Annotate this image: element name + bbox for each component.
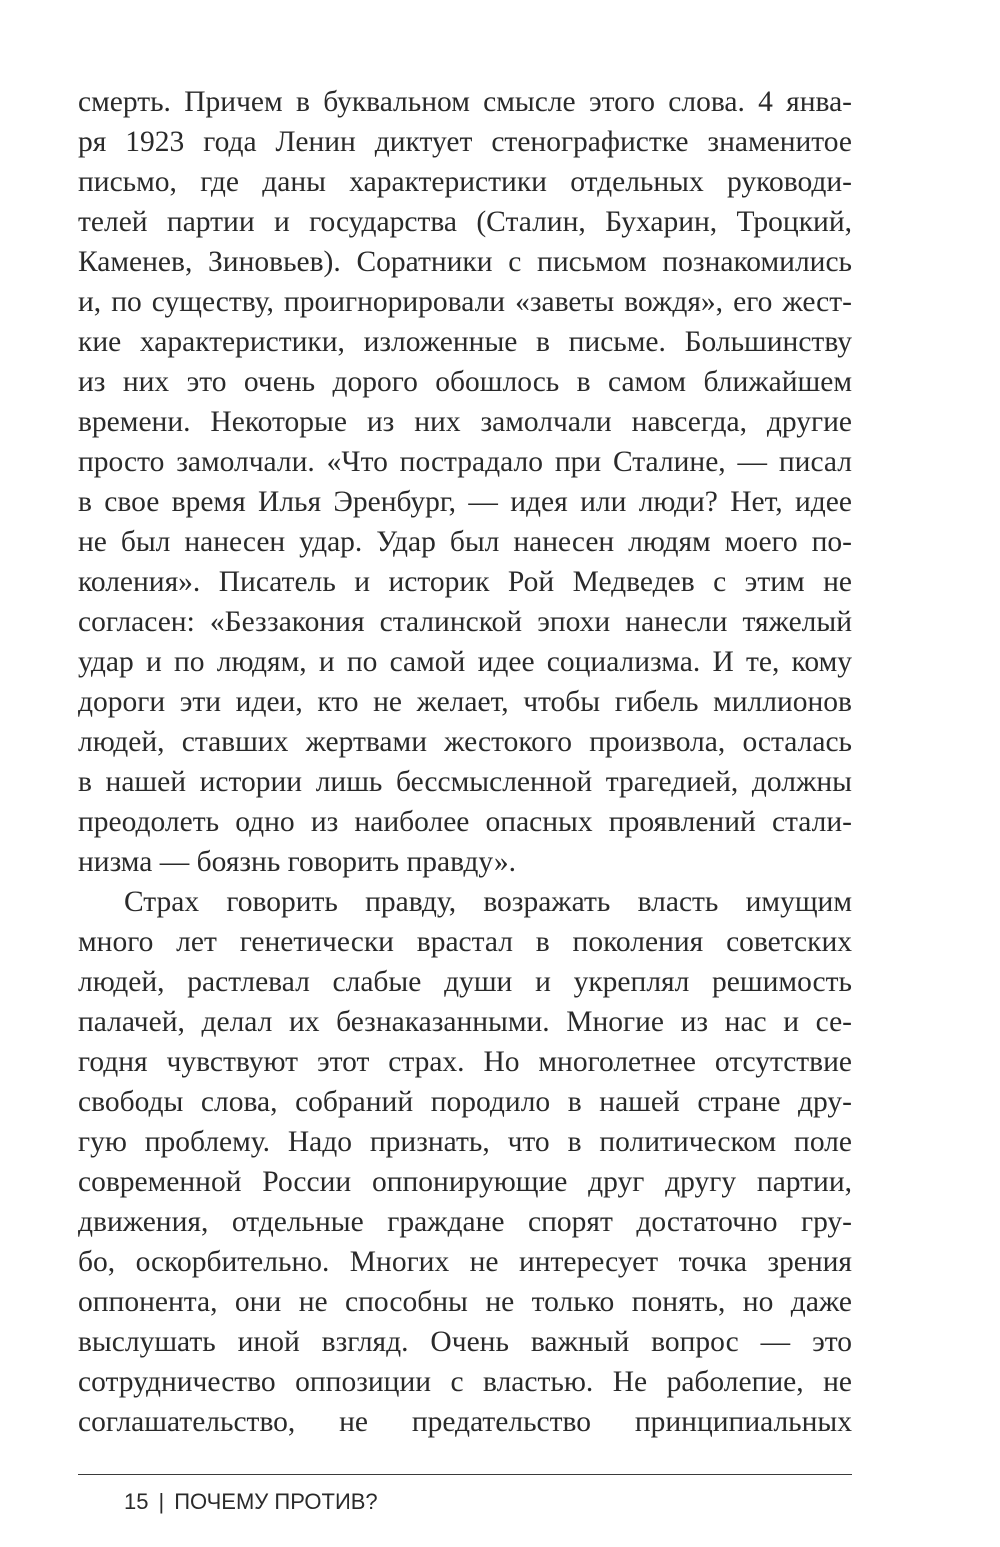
text-line: низма — боязнь говорить правду». [78, 846, 516, 878]
text-line: выслушать иной взгляд. Очень важный вопрос — это [78, 1326, 852, 1358]
text-line: телей партии и государства (Сталин, Бухарин, Троцкий, [78, 206, 852, 238]
text-line: дороги эти идеи, кто не желает, чтобы гибель миллионов [78, 686, 852, 718]
text-line: свободы слова, собраний породило в нашей стране дру- [78, 1086, 852, 1118]
footer-separator: | [158, 1489, 165, 1514]
text-line: в нашей истории лишь бессмысленной трагедией, должны [78, 766, 852, 798]
text-line: палачей, делал их безнаказанными. Многие из нас и се- [78, 1006, 852, 1038]
text-line: времени. Некоторые из них замолчали навсегда, другие [78, 406, 852, 438]
paragraph-2 [78, 882, 852, 1442]
text-line: ря 1923 года Ленин диктует стенографистке знаменитое [78, 126, 852, 158]
text-line: годня чувствуют этот страх. Но многолетнее отсутствие [78, 1046, 852, 1078]
text-line: людей, ставших жертвами жестокого произвола, осталась [78, 726, 852, 758]
text-line: гую проблему. Надо признать, что в политическом поле [78, 1126, 852, 1158]
footer-rule [78, 1474, 852, 1475]
text-line: современной России оппонирующие друг другу партии, [78, 1166, 852, 1198]
text-line: согласен: «Беззакония сталинской эпохи нанесли тяжелый [78, 606, 852, 638]
text-line: оппонента, они не способны не только понять, но даже [78, 1286, 852, 1318]
page-number: 15 [124, 1489, 149, 1514]
text-line: из них это очень дорого обошлось в самом ближайшем [78, 366, 852, 398]
text-line: в свое время Илья Эренбург, — идея или люди? Нет, идее [78, 486, 852, 518]
text-line: движения, отдельные граждане спорят достаточно гру- [78, 1206, 852, 1238]
text-line: соглашательство, не предательство принципиальных [78, 1406, 852, 1438]
text-line: Каменев, Зиновьев). Соратники с письмом познакомились [78, 246, 852, 278]
text-line: не был нанесен удар. Удар был нанесен людям моего по- [78, 526, 852, 558]
text-line: преодолеть одно из наиболее опасных проявлений стали- [78, 806, 852, 838]
text-line: письмо, где даны характеристики отдельных руководи- [78, 166, 852, 198]
text-line: смерть. Причем в буквальном смысле этого слова. 4 янва- [78, 86, 852, 118]
running-title: ПОЧЕМУ ПРОТИВ? [174, 1489, 378, 1514]
paragraph-1 [78, 82, 852, 882]
text-line: Страх говорить правду, возражать власть имущим [124, 886, 852, 918]
text-line: людей, растлевал слабые души и укреплял решимость [78, 966, 852, 998]
running-footer [124, 1484, 378, 1520]
text-line: удар и по людям, и по самой идее социализма. И те, кому [78, 646, 852, 678]
text-line: и, по существу, проигнорировали «заветы вождя», его жест- [78, 286, 852, 318]
body-text [78, 82, 852, 1442]
text-line: просто замолчали. «Что пострадало при Сталине, — писал [78, 446, 852, 478]
text-line: коления». Писатель и историк Рой Медведев с этим не [78, 566, 852, 598]
text-line: кие характеристики, изложенные в письме. Большинству [78, 326, 852, 358]
text-line: бо, оскорбительно. Многих не интересует точка зрения [78, 1246, 852, 1278]
text-line: много лет генетически врастал в поколения советских [78, 926, 852, 958]
text-line: сотрудничество оппозиции с властью. Не раболепие, не [78, 1366, 852, 1398]
